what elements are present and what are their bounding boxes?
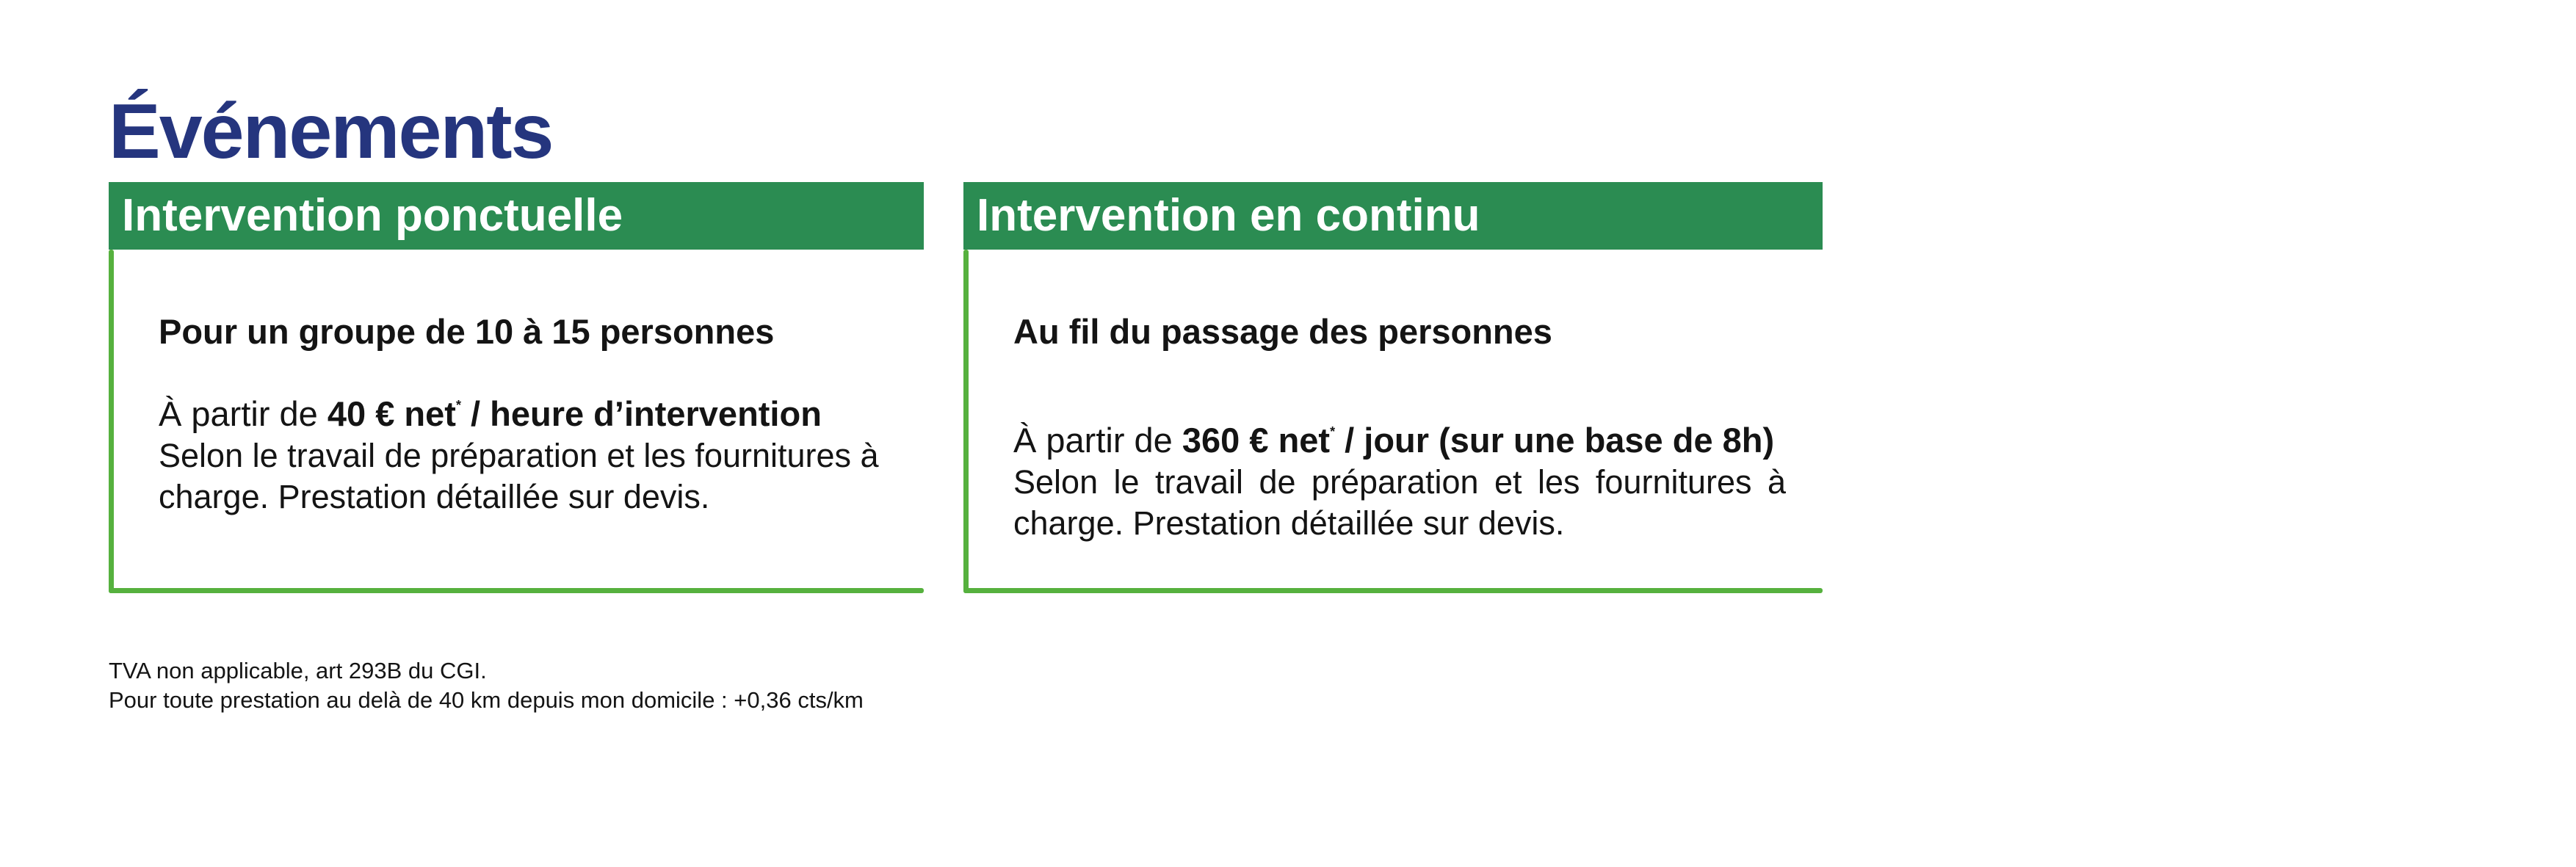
card-intervention-en-continu <box>963 182 1823 593</box>
price-footnote-mark: * <box>1330 424 1336 440</box>
footnote-travel: Pour toute prestation au delà de 40 km depuis mon domicile : +0,36 cts/km <box>109 687 864 714</box>
price-amount: 40 € net <box>327 394 456 434</box>
price-footnote-mark: * <box>455 398 461 413</box>
card-border-bottom <box>109 588 924 593</box>
card-subtitle: Pour un groupe de 10 à 15 personnes <box>159 312 775 351</box>
card-description: Selon le travail de préparation et les fournitures à charge. Prestation détaillée sur devis. <box>1013 462 1786 543</box>
card-body <box>159 311 887 518</box>
price-line <box>159 393 887 435</box>
price-line <box>1013 420 1786 461</box>
card-subtitle: Au fil du passage des personnes <box>1013 312 1552 351</box>
page-title: Événements <box>109 88 553 175</box>
card-border-left <box>963 250 969 593</box>
card-intervention-ponctuelle <box>109 182 924 593</box>
card-description: Selon le travail de préparation et les fournitures à charge. Prestation détaillée sur devis. <box>159 436 879 516</box>
price-unit: / jour (sur une base de 8h) <box>1345 421 1775 460</box>
card-border-left <box>109 250 114 593</box>
footnote-tva: TVA non applicable, art 293B du CGI. <box>109 658 487 683</box>
card-header: Intervention ponctuelle <box>109 182 924 250</box>
card-border-bottom <box>963 588 1823 593</box>
card-header: Intervention en continu <box>963 182 1823 250</box>
price-prefix: À partir de <box>1013 421 1173 460</box>
price-unit: / heure d’intervention <box>471 394 822 434</box>
footnotes <box>109 656 864 716</box>
price-prefix: À partir de <box>159 394 318 434</box>
card-body <box>1013 311 1786 544</box>
price-amount: 360 € net <box>1182 421 1331 460</box>
